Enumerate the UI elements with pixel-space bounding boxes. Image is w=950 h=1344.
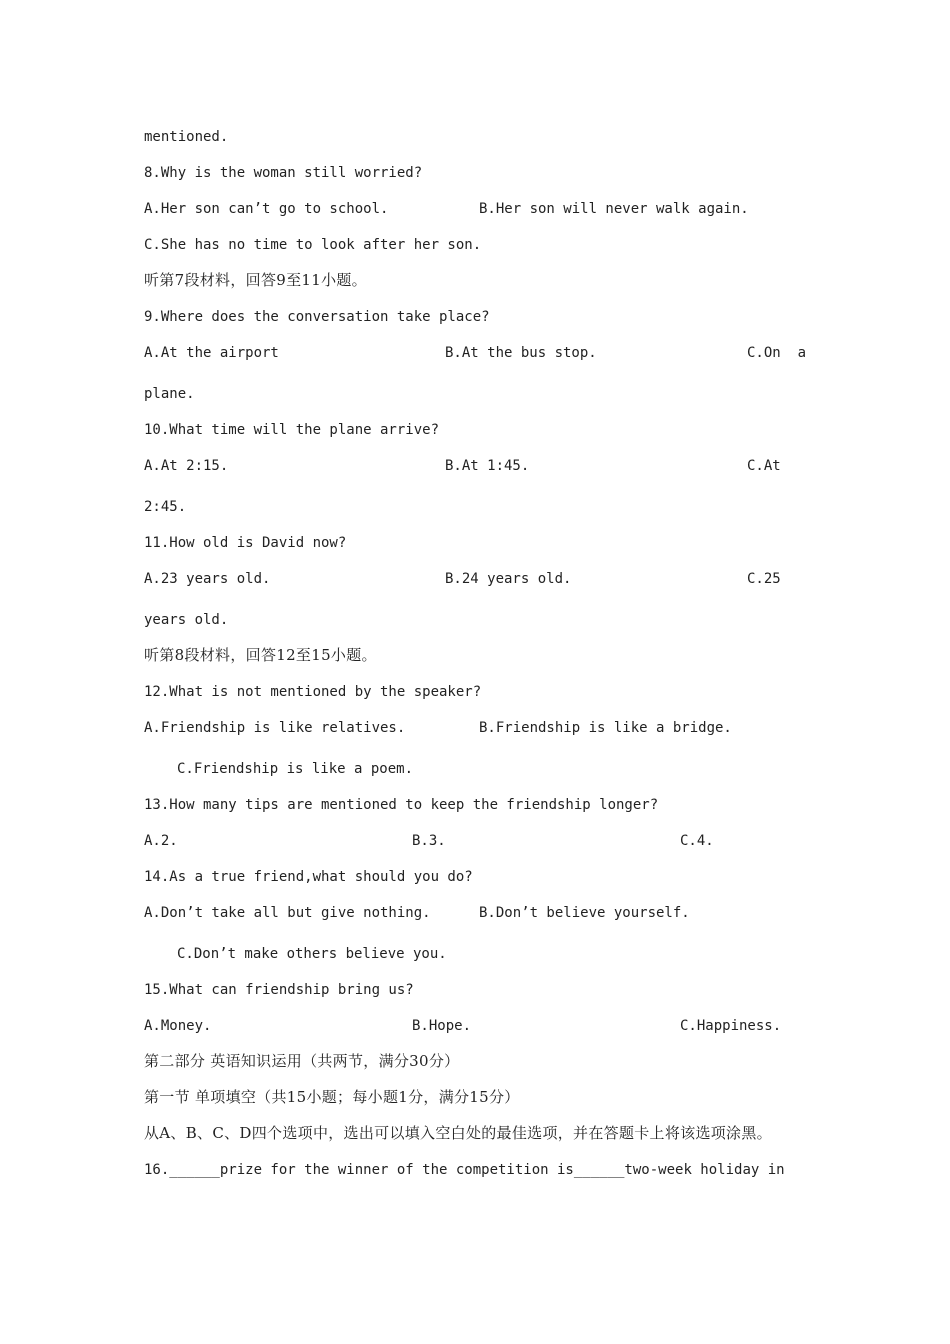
instructions: 从A、B、C、D四个选项中，选出可以填入空白处的最佳选项，并在答题卡上将该选项涂黑。 [144, 1124, 772, 1142]
option-10c: C.At [747, 458, 781, 474]
question-12: 12.What is not mentioned by the speaker? [144, 684, 482, 700]
option-14c: C.Don’t make others believe you. [177, 946, 447, 962]
option-11a: A.23 years old. [144, 571, 271, 587]
option-10b: B.At 1:45. [445, 458, 530, 474]
question-9: 9.Where does the conversation take place? [144, 309, 490, 325]
question-15: 15.What can friendship bring us? [144, 982, 414, 998]
option-12c: C.Friendship is like a poem. [177, 761, 414, 777]
option-8b: B.Her son will never walk again. [479, 201, 749, 217]
option-9c: C.On a [747, 345, 807, 361]
option-14a: A.Don’t take all but give nothing. [144, 905, 431, 921]
option-10c-cont: 2:45. [144, 499, 187, 515]
section-heading-7: 听第7段材料，回答9至11小题。 [144, 271, 367, 289]
option-10a: A.At 2:15. [144, 458, 229, 474]
option-9c-cont: plane. [144, 386, 195, 402]
option-13c: C.4. [680, 833, 714, 849]
option-14b: B.Don’t believe yourself. [479, 905, 690, 921]
option-13b: B.3. [412, 833, 446, 849]
question-11: 11.How old is David now? [144, 535, 347, 551]
option-11c: C.25 [747, 571, 781, 587]
section-one-heading: 第一节 单项填空（共15小题；每小题1分，满分15分） [144, 1088, 520, 1106]
option-15b: B.Hope. [412, 1018, 472, 1034]
option-12a: A.Friendship is like relatives. [144, 720, 406, 736]
option-13a: A.2. [144, 833, 178, 849]
option-11c-cont: years old. [144, 612, 229, 628]
text-line: mentioned. [144, 129, 229, 145]
option-15c: C.Happiness. [680, 1018, 782, 1034]
question-13: 13.How many tips are mentioned to keep the friendship longer? [144, 797, 659, 813]
option-8c: C.She has no time to look after her son. [144, 237, 482, 253]
option-9b: B.At the bus stop. [445, 345, 597, 361]
option-11b: B.24 years old. [445, 571, 572, 587]
option-15a: A.Money. [144, 1018, 212, 1034]
option-9a: A.At the airport [144, 345, 279, 361]
option-8a: A.Her son can’t go to school. [144, 201, 389, 217]
section-heading-8: 听第8段材料，回答12至15小题。 [144, 646, 377, 664]
question-16: 16.______prize for the winner of the competition is______two-week holiday in [144, 1162, 785, 1178]
question-14: 14.As a true friend,what should you do? [144, 869, 473, 885]
option-12b: B.Friendship is like a bridge. [479, 720, 732, 736]
part-two-heading: 第二部分 英语知识运用（共两节，满分30分） [144, 1052, 460, 1070]
question-8: 8.Why is the woman still worried? [144, 165, 423, 181]
question-10: 10.What time will the plane arrive? [144, 422, 440, 438]
